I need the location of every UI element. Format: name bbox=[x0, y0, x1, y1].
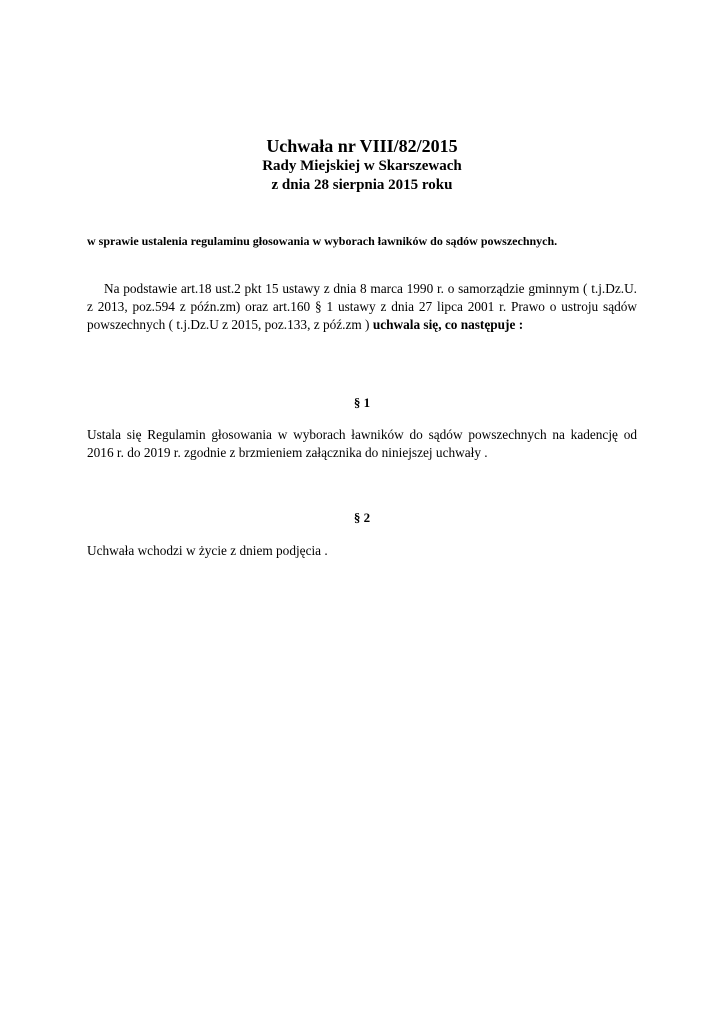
document-issuer: Rady Miejskiej w Skarszewach bbox=[262, 158, 462, 174]
section-1-mark: § 1 bbox=[353, 395, 371, 410]
section-2-text: Uchwała wchodzi w życie z dniem podjęcia . bbox=[87, 543, 328, 558]
preamble-paragraph bbox=[87, 280, 637, 334]
document-date: z dnia 28 sierpnia 2015 roku bbox=[271, 177, 453, 193]
document-subject: w sprawie ustalenia regulaminu głosowania w wyborach ławników do sądów powszechnych. bbox=[87, 234, 558, 248]
preamble-bold-ending: uchwala się, co następuje : bbox=[372, 317, 524, 332]
preamble-text: Na podstawie art.18 ust.2 pkt 15 ustawy z dnia 8 marca 1990 r. o samorządzie gminnym ( t.j.Dz.U. z 2013, poz.594 z późn.zm) oraz art.160 § 1 ustawy z dnia 27 lipca 2001 r. Prawo o ustroju sądów powszechnych ( t.j.Dz.U z 2015, poz.133, z póź.zm ) bbox=[87, 281, 637, 332]
document-title: Uchwała nr VIII/82/2015 bbox=[266, 136, 458, 156]
section-1-text: Ustala się Regulamin głosowania w wyborach ławników do sądów powszechnych na kadencję od 2016 r. do 2019 r. zgodnie z brzmieniem załącznika do niniejszej uchwały . bbox=[87, 427, 637, 460]
section-2-mark: § 2 bbox=[353, 510, 371, 525]
